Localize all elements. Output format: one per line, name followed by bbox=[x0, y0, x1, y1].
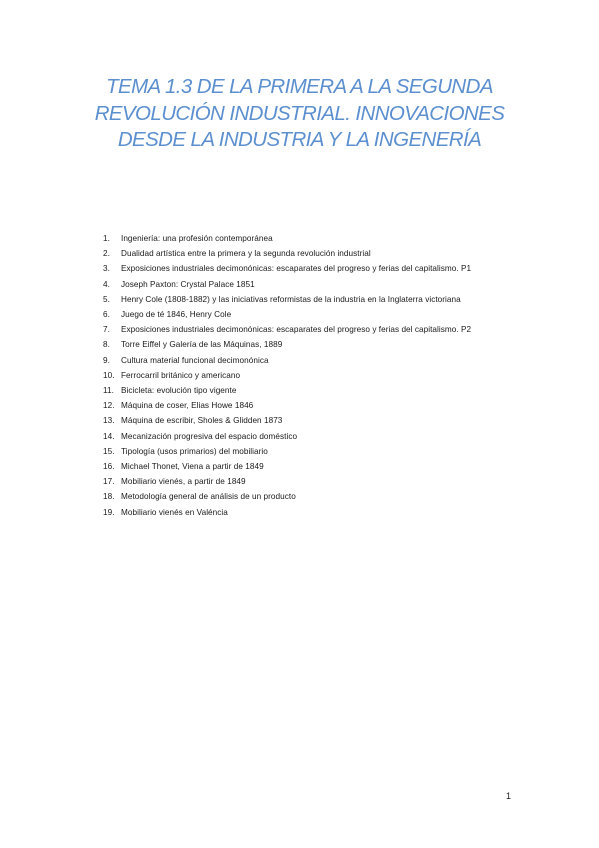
toc-item-number: 1. bbox=[103, 234, 110, 243]
toc-item bbox=[103, 322, 516, 337]
toc-item-number: 7. bbox=[103, 325, 110, 335]
toc-item bbox=[103, 459, 516, 474]
toc-item-text: Máquina de coser, Elias Howe 1846 bbox=[121, 401, 254, 411]
title-line: REVOLUCIÓN INDUSTRIAL. INNOVACIONES bbox=[94, 101, 505, 125]
toc-item-number: 17. bbox=[103, 477, 115, 487]
toc-item-number: 4. bbox=[103, 279, 110, 289]
toc-item bbox=[103, 307, 516, 322]
toc-item-text: Dualidad artística entre la primera y la segunda revolución industrial bbox=[121, 249, 371, 259]
toc-item bbox=[103, 429, 516, 444]
toc-item bbox=[103, 474, 516, 489]
toc-item bbox=[103, 246, 516, 261]
toc-item bbox=[103, 261, 516, 276]
toc-item bbox=[103, 505, 516, 520]
toc-item bbox=[103, 413, 516, 428]
toc-item-text: Exposiciones industriales decimonónicas: escaparates del progreso y ferias del capitalismo. P1 bbox=[121, 264, 472, 274]
title-line: TEMA 1.3 DE LA PRIMERA A LA SEGUNDA bbox=[106, 75, 493, 98]
document-title bbox=[60, 74, 539, 154]
toc-item-text: Henry Cole (1808-1882) y las iniciativas reformistas de la industria en la Inglaterra victoriana bbox=[121, 294, 461, 304]
toc-item-text: Exposiciones industriales decimonónicas: escaparates del progreso y ferias del capitalismo. P2 bbox=[121, 325, 472, 335]
toc-item bbox=[103, 383, 516, 398]
toc-item-number: 13. bbox=[103, 416, 115, 426]
toc-item bbox=[103, 231, 516, 246]
toc-item-text: Michael Thonet, Viena a partir de 1849 bbox=[121, 462, 264, 472]
title-line: DESDE LA INDUSTRIA Y LA INGENERÍA bbox=[117, 128, 482, 151]
toc-item-number: 10. bbox=[103, 370, 115, 380]
toc-item-number: 19. bbox=[103, 507, 115, 517]
toc-item bbox=[103, 353, 516, 368]
toc-item-text: Mecanización progresiva del espacio doméstico bbox=[121, 431, 298, 441]
toc-item bbox=[103, 489, 516, 504]
toc-item-text: Máquina de escribir, Sholes & Glidden 1873 bbox=[121, 416, 283, 426]
page-number: 1 bbox=[506, 791, 512, 801]
toc-item-text: Cultura material funcional decimonónica bbox=[121, 355, 269, 365]
toc-item bbox=[103, 444, 516, 459]
toc-item-text: Mobiliario vienés en Valéncia bbox=[121, 507, 228, 517]
toc-item-number: 18. bbox=[103, 492, 115, 502]
toc-item-text: Juego de té 1846, Henry Cole bbox=[121, 310, 232, 320]
toc-item-number: 11. bbox=[103, 386, 114, 396]
toc-item-text: Torre Eiffel y Galería de las Máquinas, 1889 bbox=[121, 340, 283, 350]
toc-item bbox=[103, 398, 516, 413]
toc-item-text: Metodología general de análisis de un producto bbox=[121, 492, 296, 502]
toc-item-number: 3. bbox=[103, 264, 110, 274]
toc-item-text: Ingeniería: una profesión contemporánea bbox=[121, 234, 273, 243]
toc-item bbox=[103, 368, 516, 383]
toc-item-text: Tipología (usos primarios) del mobiliario bbox=[121, 446, 268, 456]
toc-item-number: 8. bbox=[103, 340, 110, 350]
toc-item-text: Mobiliario vienés, a partir de 1849 bbox=[121, 477, 246, 487]
toc-item-number: 6. bbox=[103, 310, 110, 320]
toc-item-number: 16. bbox=[103, 462, 115, 472]
toc-item-number: 5. bbox=[103, 294, 110, 304]
toc-item-number: 15. bbox=[103, 446, 115, 456]
toc-item-number: 9. bbox=[103, 355, 110, 365]
table-of-contents bbox=[103, 231, 516, 520]
toc-item bbox=[103, 337, 516, 352]
toc-item-number: 12. bbox=[103, 401, 115, 411]
toc-item-text: Bicicleta: evolución tipo vigente bbox=[121, 386, 237, 396]
toc-item-number: 2. bbox=[103, 249, 110, 259]
toc-item bbox=[103, 292, 516, 307]
toc-item-text: Joseph Paxton: Crystal Palace 1851 bbox=[121, 279, 255, 289]
toc-item-number: 14. bbox=[103, 431, 115, 441]
toc-item-text: Ferrocarril británico y americano bbox=[121, 370, 241, 380]
toc-item bbox=[103, 277, 516, 292]
